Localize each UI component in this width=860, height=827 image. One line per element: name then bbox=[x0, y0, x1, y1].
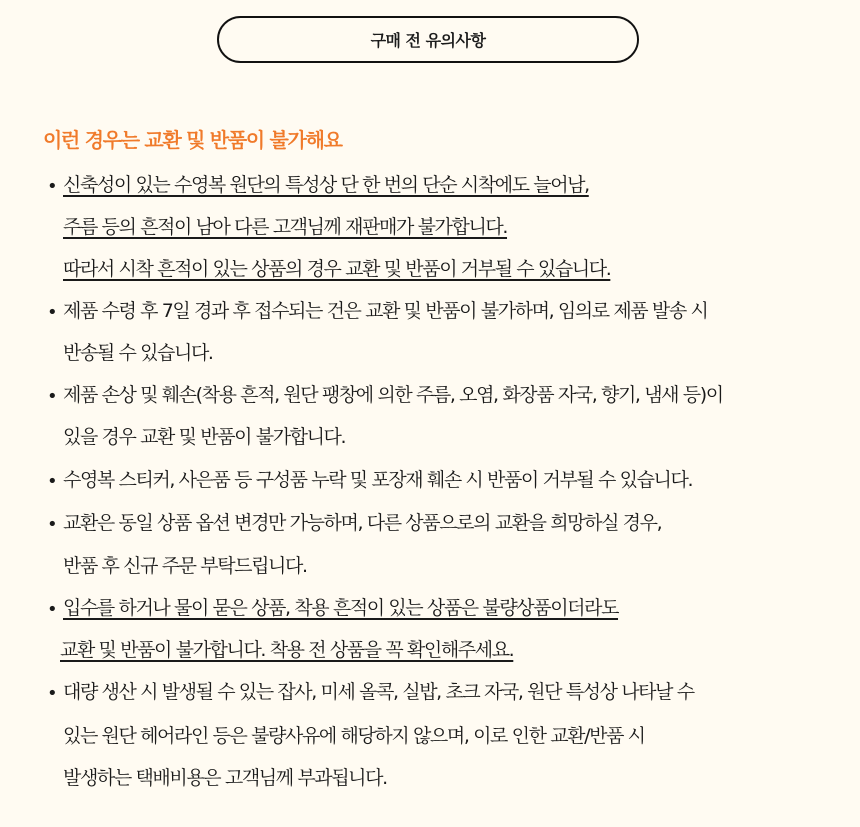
bullet-icon: • bbox=[47, 471, 58, 492]
notice-line: 있을 경우 교환 및 반품이 불가합니다. bbox=[63, 426, 346, 448]
notice-line: 있는 원단 헤어라인 등은 불량사유에 해당하지 않으며, 이로 인한 교환/반품 시 bbox=[63, 725, 645, 747]
notice-line: 수영복 스티커, 사은품 등 구성품 누락 및 포장재 훼손 시 반품이 거부될 수 있습니다. bbox=[63, 469, 693, 491]
bullet-icon: • bbox=[47, 302, 58, 323]
notice-line: 발생하는 택배비용은 고객님께 부과됩니다. bbox=[63, 767, 387, 789]
notice-line: 주름 등의 흔적이 남아 다른 고객님께 재판매가 불가합니다. bbox=[63, 216, 508, 238]
notice-title-pill bbox=[217, 16, 639, 63]
notice-line: 교환 및 반품이 불가합니다. 착용 전 상품을 꼭 확인해주세요. bbox=[60, 639, 514, 661]
notice-line: 신축성이 있는 수영복 원단의 특성상 단 한 번의 단순 시착에도 늘어남, bbox=[63, 174, 589, 196]
notice-title: 구매 전 유의사항 bbox=[370, 31, 486, 50]
notice-line: 반송될 수 있습니다. bbox=[63, 342, 213, 364]
notice-line: 제품 수령 후 7일 경과 후 접수되는 건은 교환 및 반품이 불가하며, 임의로 제품 발송 시 bbox=[63, 300, 708, 322]
bullet-icon: • bbox=[47, 514, 58, 535]
section-title: 이런 경우는 교환 및 반품이 불가해요 bbox=[43, 128, 342, 152]
notice-line: 반품 후 신규 주문 부탁드립니다. bbox=[63, 555, 307, 577]
bullet-icon: • bbox=[47, 176, 58, 197]
notice-line: 입수를 하거나 물이 묻은 상품, 착용 흔적이 있는 상품은 불량상품이더라도 bbox=[63, 597, 619, 619]
bullet-icon: • bbox=[47, 683, 58, 704]
notice-line: 교환은 동일 상품 옵션 변경만 가능하며, 다른 상품으로의 교환을 희망하실 경우, bbox=[63, 512, 662, 534]
notice-line: 따라서 시착 흔적이 있는 상품의 경우 교환 및 반품이 거부될 수 있습니다. bbox=[63, 258, 611, 280]
notice-line: 대량 생산 시 발생될 수 있는 잡사, 미세 올콕, 실밥, 초크 자국, 원단 특성상 나타날 수 bbox=[63, 681, 694, 703]
bullet-icon: • bbox=[47, 386, 58, 407]
bullet-icon: • bbox=[47, 599, 58, 620]
notice-line: 제품 손상 및 훼손(착용 흔적, 원단 팽창에 의한 주름, 오염, 화장품 자국, 향기, 냄새 등)이 bbox=[63, 384, 723, 406]
